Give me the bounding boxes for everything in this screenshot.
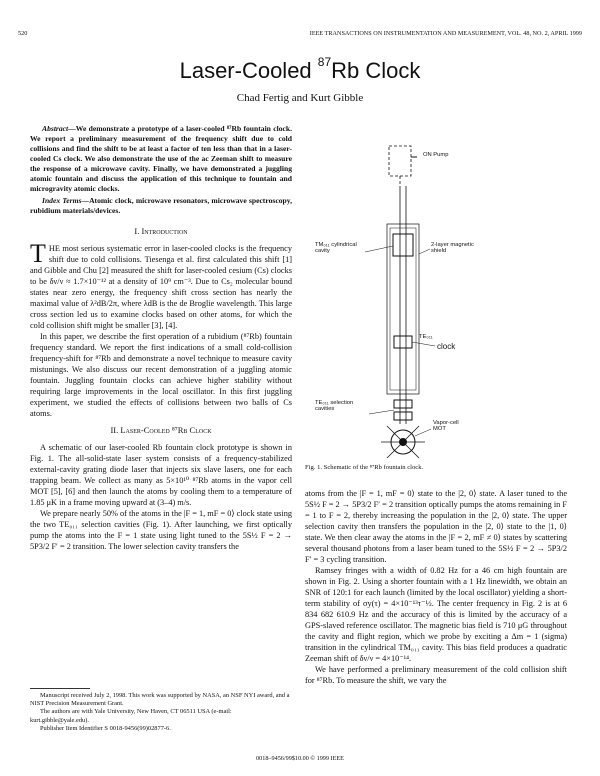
label-mot: Vapor-cell MOT <box>433 420 459 432</box>
selection-cavity-upper <box>394 400 412 408</box>
intro-paragraph-1-text: HE most serious systematic error in laser-cooled clocks is the frequency shift due to cold collisions. Tiesenga et al. first calculated this shift [1] and Gibble and Chu [2] measured the shift for laser-cooled cesium (Cs) clocks to be δν/ν ≈ 1.7×10⁻¹² at a density of 10⁹ cm⁻³. Due to Cs₂ molecular bound states near zero energy, the frequency shift cross section has nearly the maximal value of λ²dB/2π, where λdB is the de Broglie wavelength. This large cross section led us to examine clocks based on other atoms, for which the cold collision shift might be smaller [3], [4]. <box>30 244 292 330</box>
copyright-line: 0018–9456/99$10.00 © 1999 IEEE <box>256 755 344 762</box>
footnote <box>30 688 292 733</box>
label-tm-cavity: TM₀₁₁ cylindrical cavity <box>315 242 357 254</box>
selection-pointer <box>369 410 394 414</box>
intro-paragraph-1 <box>30 239 292 331</box>
label-selection: TE₀₁₁ selection cavities <box>315 400 354 412</box>
left-column <box>30 124 292 552</box>
magnetic-shield-inner <box>390 228 416 390</box>
title-superscript: 87 <box>317 54 332 69</box>
clock-paragraph-1: A schematic of our laser-cooled Rb fountain clock prototype is shown in Fig. 1. The all-solid-state laser system consists of a frequency-stabilized external-cavity grating diode laser that injects six slave lasers, one for each trapping beam. We collect as many as 5×10¹⁰ ⁸⁷Rb atoms in the vapor cell MOT [5], [6] and then launch the atoms by cooling them to a temperature of 1.85 μK in a frame moving upward at (3–4) m/s. <box>30 443 292 507</box>
footnote-manuscript: Manuscript received July 2, 1998. This work was supported by NASA, an NSF NYI award, and a NIST Precision Measurement Grant. <box>30 692 290 708</box>
shield-pointer <box>419 249 430 254</box>
abstract-text: We demonstrate a prototype of a laser-cooled ⁸⁷Rb fountain clock. We report a preliminary measurement of the frequency shift due to cold collisions and find the shift to be at least a factor of ten less than that in a laser-cooled Cs clock. We also demonstrate the use of the ac Zeeman shift to measure the response of a microwave cavity. Finally, we have demonstrated a juggling atomic fountain and discuss the application of this technique to fountain and microgravity atomic clocks. <box>30 124 292 193</box>
page-number: 520 <box>18 30 28 37</box>
right-paragraph-3: We have performed a preliminary measurement of the cold collision shift for ⁸⁷Rb. To measure the shift, we vary the <box>305 665 567 685</box>
right-paragraph-2: Ramsey fringes with a width of 0.82 Hz for a 46 cm high fountain are shown in Fig. 2. Using a shorter fountain with a 1 Hz linewidth, we obtain an SNR of 120:1 for each launch (limited by the local oscillator) yielding a short-term stability of σy(τ) = 4×10⁻¹³τ⁻½. The center frequency in Fig. 2 is at 6 834 682 610.9 Hz and the accuracy of this is limited by the accuracy of a GPS-slaved reference oscillator. The magnetic bias field is 710 μG throughout the cavity and flight region, which we probe by exciting a Δm = 1 (sigma) transition in the cylindrical TM₀₁₁ cavity. This bias field produces a quadratic Zeeman shift of δν/ν = 4×10⁻¹⁴. <box>305 566 567 663</box>
footnote-rule <box>30 688 90 689</box>
footnote-affiliation: The authors are with Yale University, New Haven, CT 06511 USA (e-mail: kurt.gibble@yale.edu). <box>30 708 232 724</box>
title-element: Rb Clock <box>331 58 421 83</box>
index-terms-text: Atomic clock, microwave resonators, microwave spectroscopy, rubidium materials/devices. <box>30 196 292 215</box>
abstract-label: Abstract— <box>42 124 76 133</box>
right-paragraph-1: atoms from the |F = 1, mF = 0⟩ state to the |2, 0⟩ state. A laser tuned to the 5S½ F = 2 → 5P3/2 F′ = 2 transition optically pumps the atoms remaining in F = 1 to F = 2, thereby increasing the population in the |2, 0⟩ state. The upper selection cavity then transfers the population in the |2, 0⟩ state to the |1, 0⟩ state. We then clear away the atoms in the |F = 2, mF ≠ 0⟩ states by scattering several thousand photons from a laser beam tuned to the 5S½ F = 2 → 5P3/2 F′ = 3 cycling transition. <box>305 489 567 564</box>
paper-title <box>0 54 600 84</box>
right-column-text <box>305 488 567 686</box>
title-main: Laser-Cooled <box>179 58 312 83</box>
section-heading-introduction: I. Introduction <box>134 226 188 236</box>
intro-paragraph-2: In this paper, we describe the first operation of a rubidium (⁸⁷Rb) fountain frequency standard. We report the first indications of a small cold-collision frequency-shift for ⁸⁷Rb and demonstrate a novel technique to measure cavity mistunings. We also discuss our recent demonstration of a juggling atomic fountain. Juggling fountain clocks can achieve higher stability without requiring large improvements in the local oscillator. In this first juggling experiment, we studied the effects of collisions between two balls of Cs atoms. <box>30 332 292 418</box>
figure-1 <box>305 124 567 464</box>
index-terms-label: Index Terms— <box>42 196 90 205</box>
te-clock-cavity <box>394 336 412 348</box>
label-te: TE₀₁₁ <box>419 334 433 340</box>
tm-cavity-pointer <box>365 246 393 252</box>
pump-region-box <box>389 146 411 176</box>
abstract <box>30 124 292 194</box>
label-clock: clock <box>437 342 456 351</box>
clock-pointer <box>412 342 435 346</box>
drop-cap: T <box>30 239 46 268</box>
magnetic-shield-outer <box>387 224 419 394</box>
authors: Chad Fertig and Kurt Gibble <box>236 92 364 104</box>
tm-cylindrical-cavity <box>393 234 413 256</box>
running-header: IEEE TRANSACTIONS ON INSTRUMENTATION AND MEASUREMENT, VOL. 48, NO. 2, APRIL 1999 <box>309 30 582 37</box>
mot-pointer <box>415 429 431 436</box>
figure-1-caption: Fig. 1. Schematic of the ⁸⁷Rb fountain clock. <box>305 464 424 471</box>
label-pump: ON Pump <box>423 152 449 158</box>
fountain-schematic <box>305 124 567 464</box>
footnote-identifier: Publisher Item Identifier S 0018-9456(99)02877-6. <box>40 724 171 732</box>
section-heading-rb-clock: II. Laser-Cooled ⁸⁷Rb Clock <box>110 425 212 435</box>
clock-paragraph-2: We prepare nearly 50% of the atoms in the |F = 1, mF = 0⟩ clock state using the two TE₀₁₁ selection cavities (Fig. 1). After launching, we first optically pump the atoms into the F = 1 state using light tuned to the 5S½ F = 2 → 5P3/2 F′ = 2 transition. The lower selection cavity transfers the <box>30 509 292 551</box>
selection-cavity-lower <box>394 412 412 420</box>
index-terms <box>30 196 292 216</box>
label-magnetic-shield: 2-layer magnetic shield <box>431 242 474 254</box>
